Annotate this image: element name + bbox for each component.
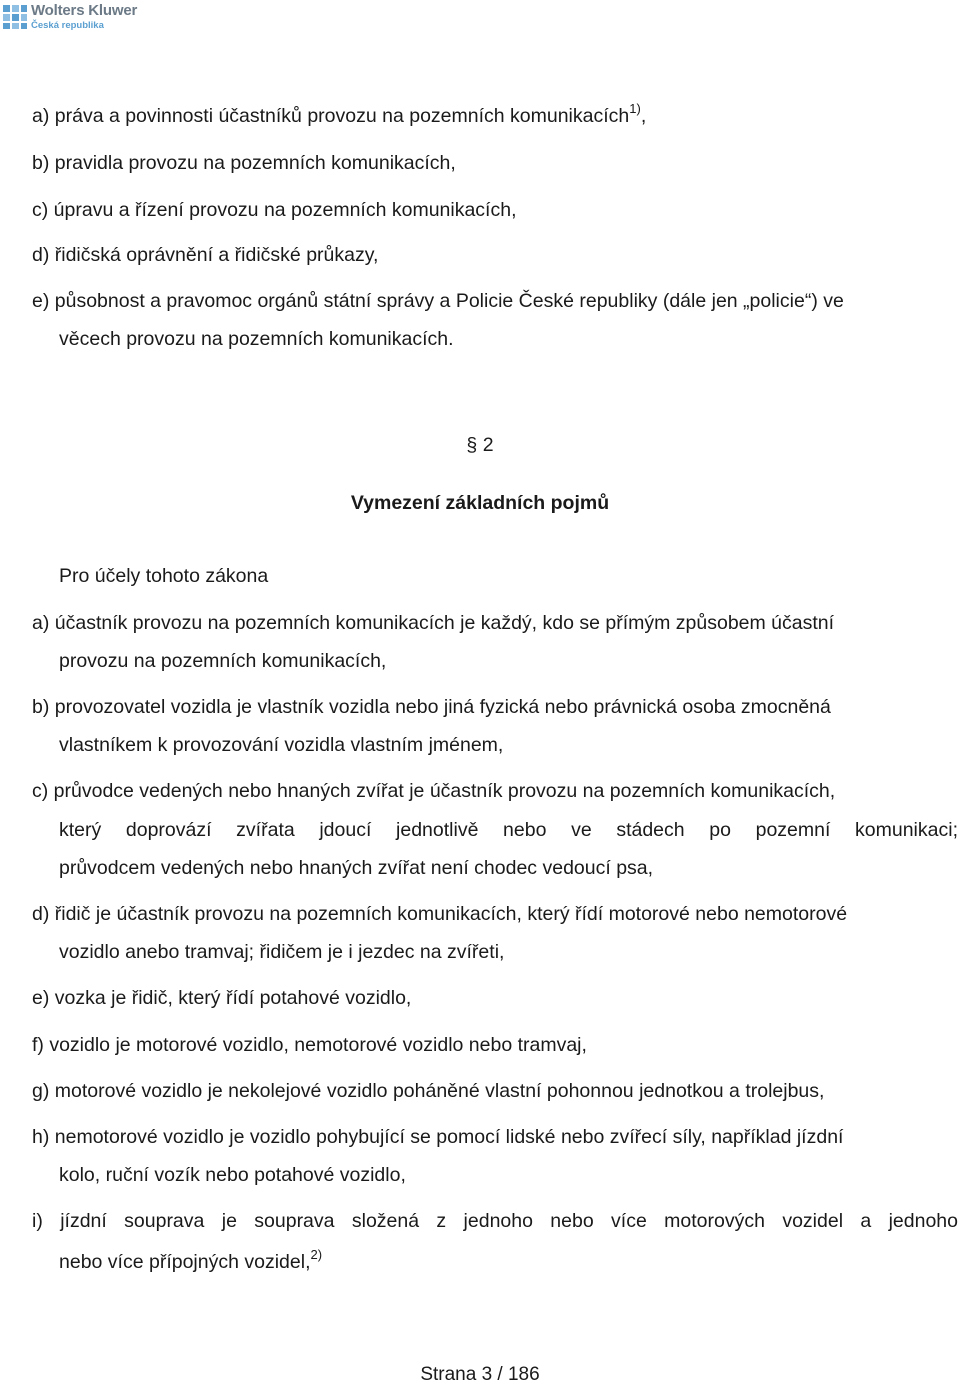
definition-e: e) vozka je řidič, který řídí potahové vozidlo, <box>32 987 412 1009</box>
intro-item-d: d) řidičská oprávnění a řidičské průkazy, <box>32 244 379 266</box>
intro-item-b: b) pravidla provozu na pozemních komunikacích, <box>32 152 456 174</box>
publisher-logo <box>2 2 137 36</box>
intro-item-e-line-2: věcech provozu na pozemních komunikacích. <box>59 328 454 350</box>
definition-c-line-3: průvodcem vedených nebo hnaných zvířat není chodec vedoucí psa, <box>59 857 654 879</box>
intro-item-e-line-1: e) působnost a pravomoc orgánů státní správy a Policie České republiky (dále jen „policie“) ve <box>32 290 844 312</box>
definition-c-line-2: který doprovází zvířata jdoucí jednotlivě nebo ve stádech po pozemní komunikaci; <box>59 819 958 841</box>
definition-a-line-2: provozu na pozemních komunikacích, <box>59 650 387 672</box>
logo-name: Wolters Kluwer <box>31 2 138 19</box>
definition-c-line-1: c) průvodce vedených nebo hnaných zvířat je účastník provozu na pozemních komunikacích, <box>32 780 836 802</box>
definition-b-line-1: b) provozovatel vozidla je vlastník vozidla nebo jiná fyzická nebo právnická osoba zmocněná <box>32 696 831 718</box>
definition-h-line-1: h) nemotorové vozidlo je vozidlo pohybující se pomocí lidské nebo zvířecí síly, například jízdní <box>32 1126 844 1148</box>
wolters-kluwer-logo-icon <box>2 4 28 30</box>
section-title: Vymezení základních pojmů <box>350 492 610 514</box>
definition-a-line-1: a) účastník provozu na pozemních komunikacích je každý, kdo se přímým způsobem účastní <box>32 612 835 634</box>
definition-i-line-1: i) jízdní souprava je souprava složená z jednoho nebo více motorových vozidel a jednoho <box>32 1210 958 1232</box>
definition-d-line-1: d) řidič je účastník provozu na pozemních komunikacích, který řídí motorové nebo nemotorové <box>32 903 848 925</box>
definition-h-line-2: kolo, ruční vozík nebo potahové vozidlo, <box>59 1164 406 1186</box>
intro-item-a: a) práva a povinnosti účastníků provozu na pozemních komunikacích$^{1)}$, <box>32 101 647 127</box>
definition-g: g) motorové vozidlo je nekolejové vozidlo poháněné vlastní pohonnou jednotkou a trolejbus, <box>32 1080 825 1102</box>
logo-subtitle: Česká republika <box>31 20 104 31</box>
section-number: § 2 <box>466 434 494 456</box>
definition-b-line-2: vlastníkem k provozování vozidla vlastním jménem, <box>59 734 504 756</box>
page-number: Strana 3 / 186 <box>420 1364 540 1385</box>
definition-d-line-2: vozidlo anebo tramvaj; řidičem je i jezdec na zvířeti, <box>59 941 505 963</box>
lead-text: Pro účely tohoto zákona <box>59 565 269 587</box>
intro-item-c: c) úpravu a řízení provozu na pozemních komunikacích, <box>32 199 517 221</box>
definition-i-line-2: nebo více přípojných vozidel,$^{2)}$ <box>59 1247 323 1273</box>
definition-f: f) vozidlo je motorové vozidlo, nemotorové vozidlo nebo tramvaj, <box>32 1034 587 1056</box>
